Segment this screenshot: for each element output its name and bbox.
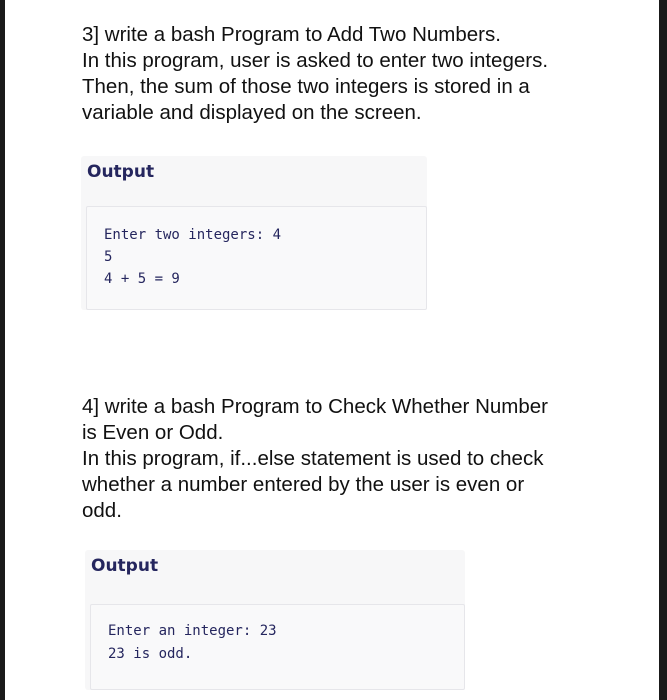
document-page [5,0,659,700]
section-3-line: variable and displayed on the screen. [82,101,422,124]
section-4-output-card [85,550,465,690]
section-3-line: Then, the sum of those two integers is stored in a [82,75,530,98]
output-heading: Output [87,162,155,182]
output-code-block [90,604,465,690]
section-3-title: 3] write a bash Program to Add Two Numbers. [82,23,501,46]
section-4-line: whether a number entered by the user is even or [82,473,525,496]
section-4-line: In this program, if...else statement is used to check [82,447,544,470]
output-line: 5 [104,249,113,265]
output-line: 23 is odd. [108,646,193,662]
output-line: Enter an integer: 23 [108,623,277,639]
section-4-line: odd. [82,499,122,522]
section-3-output-card [81,156,427,310]
section-4-title: 4] write a bash Program to Check Whether Number [82,395,548,418]
output-code-block [86,206,427,310]
section-3-description [82,22,602,126]
output-heading: Output [91,556,159,576]
section-4-title: is Even or Odd. [82,421,224,444]
section-3-line: In this program, user is asked to enter two integers. [82,49,549,72]
section-4-description [82,394,602,524]
output-line: 4 + 5 = 9 [104,271,180,287]
output-line: Enter two integers: 4 [104,227,282,243]
